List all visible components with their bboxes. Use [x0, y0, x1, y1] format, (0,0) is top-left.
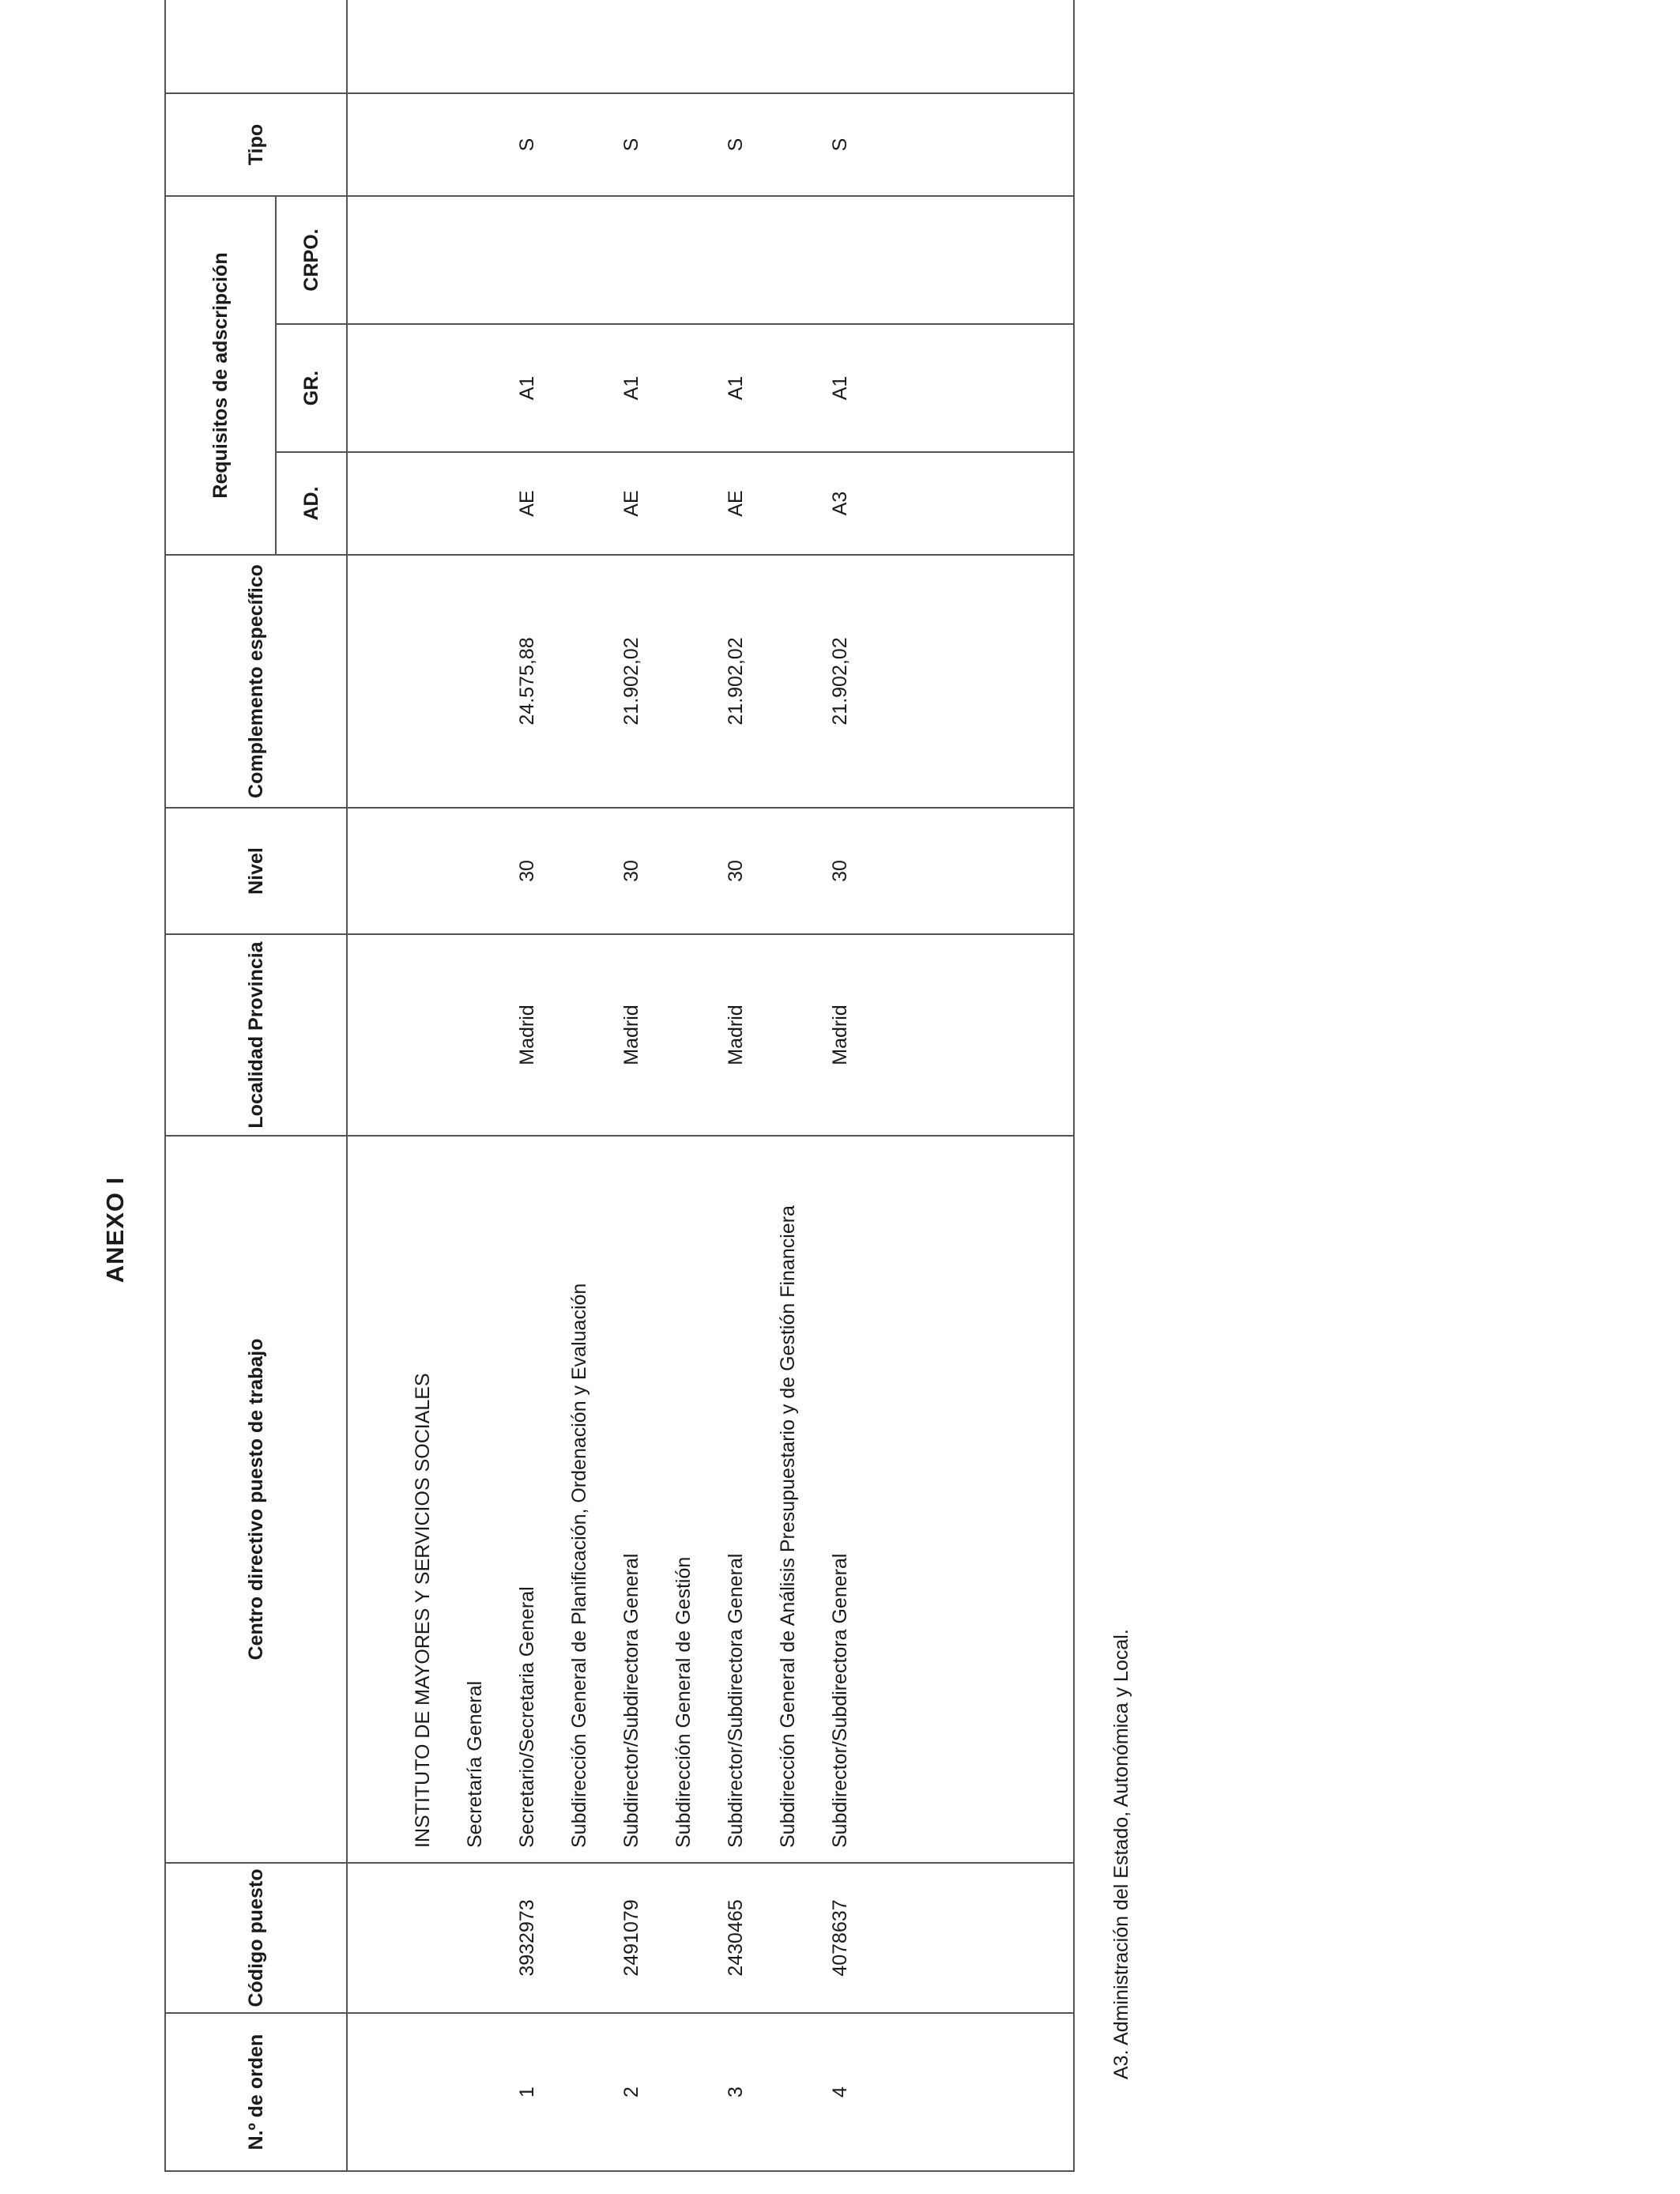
- cell-localidad: Madrid: [829, 1005, 851, 1065]
- cell-tipo: S: [516, 138, 538, 152]
- cell-crpo: [449, 197, 501, 323]
- cell-gr: A1: [725, 375, 747, 401]
- cell-orden: [657, 2014, 710, 2170]
- cell-localidad: [397, 935, 449, 1135]
- header-tipo: Tipo: [165, 93, 347, 196]
- cell-centro: INSTITUTO DE MAYORES Y SERVICIOS SOCIALES: [412, 1373, 434, 1848]
- cell-ad: [449, 453, 501, 554]
- cell-tipo: [449, 94, 501, 195]
- header-orden: N.º de orden: [165, 2013, 347, 2171]
- cell-centro: Secretaría General: [464, 1680, 486, 1848]
- cell-nivel: [449, 809, 501, 933]
- cell-localidad: Madrid: [516, 1005, 538, 1065]
- cell-codigo: 2491079: [620, 1899, 642, 1977]
- cell-centro: Secretario/Secretaria General: [516, 1586, 538, 1848]
- column-centro: [347, 1136, 1074, 1863]
- cell-codigo: [762, 1864, 814, 2012]
- cell-crpo: [553, 197, 605, 323]
- cell-crpo: [501, 197, 553, 323]
- column-especificacion: [347, 0, 1074, 93]
- cell-gr: A1: [829, 375, 851, 401]
- header-codigo: Código puesto: [165, 1863, 347, 2013]
- cell-nivel: [657, 809, 710, 933]
- cell-localidad: Madrid: [725, 1005, 747, 1065]
- cell-ad: [762, 453, 814, 554]
- column-gr: [347, 324, 1074, 452]
- cell-nivel: 30: [516, 860, 538, 882]
- cell-tipo: [553, 94, 605, 195]
- positions-table: [164, 0, 1075, 2172]
- cell-codigo: [449, 1864, 501, 2012]
- column-ad: [347, 452, 1074, 555]
- cell-nivel: [553, 809, 605, 933]
- column-tipo: [347, 93, 1074, 196]
- page-title: ANEXO I: [101, 1176, 129, 1284]
- cell-orden: 3: [725, 2087, 747, 2098]
- footnote: A3. Administración del Estado, Autonómica y Local.: [1110, 1629, 1132, 2079]
- header-ad: AD.: [276, 452, 347, 555]
- cell-gr: A1: [516, 375, 538, 401]
- cell-complemento: [762, 556, 814, 807]
- cell-orden: 1: [516, 2087, 538, 2098]
- cell-codigo: [657, 1864, 710, 2012]
- cell-ad: [553, 453, 605, 554]
- cell-gr: A1: [620, 375, 642, 401]
- header-especificacion: [165, 0, 347, 93]
- header-nivel: Nivel: [165, 808, 347, 934]
- cell-centro: Subdirector/Subdirectora General: [829, 1553, 851, 1848]
- cell-nivel: [762, 809, 814, 933]
- cell-crpo: [762, 197, 814, 323]
- cell-gr: [553, 325, 605, 451]
- cell-gr: [762, 325, 814, 451]
- cell-gr: [449, 325, 501, 451]
- cell-complemento: 24.575,88: [516, 637, 538, 726]
- cell-orden: [553, 2014, 605, 2170]
- column-complemento: [347, 555, 1074, 808]
- cell-tipo: [657, 94, 710, 195]
- cell-complemento: [449, 556, 501, 807]
- cell-gr: [657, 325, 710, 451]
- cell-centro: Subdirección General de Gestión: [672, 1556, 695, 1848]
- cell-tipo: S: [620, 138, 642, 152]
- cell-orden: [762, 2014, 814, 2170]
- cell-complemento: 21.902,02: [829, 637, 851, 726]
- cell-tipo: S: [829, 138, 851, 152]
- cell-complemento: [657, 556, 710, 807]
- cell-tipo: [397, 94, 449, 195]
- cell-localidad: [657, 935, 710, 1135]
- column-nivel: [347, 808, 1074, 934]
- column-crpo: [347, 196, 1074, 324]
- cell-codigo: [397, 1864, 449, 2012]
- cell-centro: Subdirector/Subdirectora General: [620, 1553, 642, 1848]
- cell-localidad: [762, 935, 814, 1135]
- cell-orden: [397, 2014, 449, 2170]
- header-gr: GR.: [276, 324, 347, 452]
- cell-orden: 2: [620, 2087, 642, 2098]
- cell-tipo: S: [725, 138, 747, 152]
- cell-complemento: 21.902,02: [620, 637, 642, 726]
- cell-codigo: 3932973: [516, 1899, 538, 1977]
- cell-centro: Subdirección General de Planificación, Ordenación y Evaluación: [568, 1283, 590, 1848]
- cell-codigo: [553, 1864, 605, 2012]
- cell-codigo: 2430465: [725, 1899, 747, 1977]
- cell-crpo: [605, 197, 657, 323]
- cell-centro: Subdirección General de Análisis Presupuestario y de Gestión Financiera: [777, 1205, 799, 1848]
- header-localidad: Localidad Provincia: [165, 934, 347, 1136]
- cell-crpo: [710, 197, 762, 323]
- cell-crpo: [814, 197, 866, 323]
- cell-complemento: 21.902,02: [725, 637, 747, 726]
- cell-localidad: Madrid: [620, 1005, 642, 1065]
- cell-nivel: 30: [620, 860, 642, 882]
- cell-ad: [397, 453, 449, 554]
- cell-nivel: [397, 809, 449, 933]
- cell-complemento: [553, 556, 605, 807]
- header-crpo: CRPO.: [276, 196, 347, 324]
- cell-tipo: [762, 94, 814, 195]
- cell-crpo: [657, 197, 710, 323]
- column-orden: [347, 2013, 1074, 2171]
- cell-localidad: [553, 935, 605, 1135]
- header-requisitos: Requisitos de adscripción: [165, 196, 276, 555]
- cell-ad: [657, 453, 710, 554]
- column-codigo: [347, 1863, 1074, 2013]
- cell-gr: [397, 325, 449, 451]
- cell-complemento: [397, 556, 449, 807]
- cell-localidad: [449, 935, 501, 1135]
- cell-codigo: 4078637: [829, 1899, 851, 1977]
- cell-nivel: 30: [725, 860, 747, 882]
- cell-ad: A3: [829, 491, 851, 516]
- cell-ad: AE: [620, 490, 642, 517]
- header-centro: Centro directivo puesto de trabajo: [165, 1136, 347, 1863]
- cell-crpo: [397, 197, 449, 323]
- cell-nivel: 30: [829, 860, 851, 882]
- cell-orden: [449, 2014, 501, 2170]
- column-localidad: [347, 934, 1074, 1136]
- cell-centro: Subdirector/Subdirectora General: [725, 1553, 747, 1848]
- header-complemento: Complemento específico: [165, 555, 347, 808]
- cell-ad: AE: [516, 490, 538, 517]
- cell-ad: AE: [725, 490, 747, 517]
- cell-orden: 4: [829, 2087, 851, 2098]
